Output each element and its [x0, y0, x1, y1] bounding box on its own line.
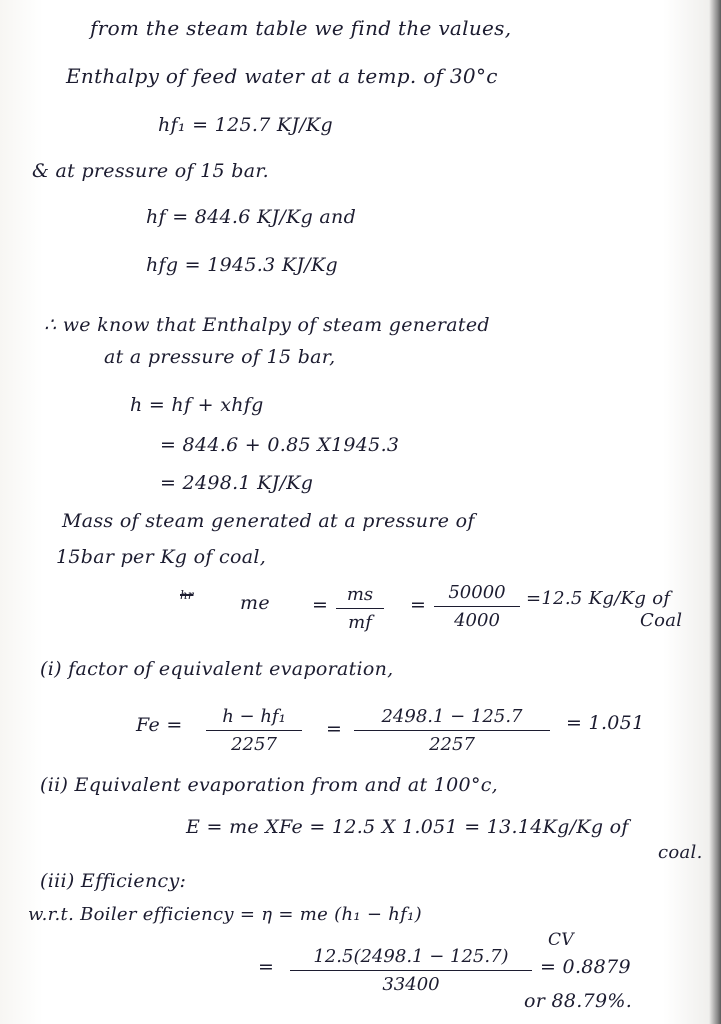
factor-fraction-symbolic [206, 706, 302, 755]
ms-numerator: ms [336, 584, 384, 609]
feed-water-line: Enthalpy of feed water at a temp. of 30°c [66, 64, 498, 88]
mass-intro-line: Mass of steam generated at a pressure of [62, 510, 475, 532]
equivalent-coal-unit: coal. [658, 842, 703, 863]
efficiency-numerator: 12.5(2498.1 − 125.7) [290, 946, 532, 971]
efficiency-result: = 0.8879 [540, 956, 631, 978]
mass-fraction-numerator: 50000 [434, 582, 520, 607]
equivalent-heading: (ii) Equivalent evaporation from and at 100°c, [40, 774, 499, 796]
factor-numerator-symbolic: h − hf₁ [206, 706, 302, 731]
efficiency-fraction [290, 946, 532, 995]
enthalpy-intro-line: ∴ we know that Enthalpy of steam generated [44, 314, 490, 336]
enthalpy-formula: h = hf + xhfg [130, 394, 264, 416]
factor-equals: = [326, 718, 343, 740]
efficiency-heading: (iii) Efficiency: [40, 870, 187, 892]
hf1-value: hf₁ = 125.7 KJ/Kg [158, 114, 333, 136]
efficiency-equals: = [258, 956, 275, 978]
mass-result-coal: Coal [640, 610, 683, 631]
crossed-out-word: hr [180, 588, 194, 602]
hfg-value: hfg = 1945.3 KJ/Kg [146, 254, 338, 276]
efficiency-formula: w.r.t. Boiler efficiency = η = me (h₁ − hf₁) [28, 904, 422, 925]
factor-denominator-symbolic: 2257 [231, 734, 277, 755]
factor-fraction-numeric [354, 706, 550, 755]
enthalpy-result: = 2498.1 KJ/Kg [160, 472, 314, 494]
factor-denominator-numeric: 2257 [429, 734, 475, 755]
page-shadow-edge [709, 0, 721, 1024]
efficiency-cv-denominator: CV [548, 930, 574, 950]
factor-result: = 1.051 [566, 712, 645, 734]
factor-heading: (i) factor of equivalent evaporation, [40, 658, 394, 680]
efficiency-percent: or 88.79%. [524, 990, 633, 1012]
factor-numerator-numeric: 2498.1 − 125.7 [354, 706, 550, 731]
mass-equals-1: = [312, 594, 329, 616]
efficiency-denominator: 33400 [382, 974, 440, 995]
mass-per-coal-line: 15bar per Kg of coal, [56, 546, 267, 568]
mass-equals-2: = [410, 594, 427, 616]
ms-over-mf-fraction [336, 584, 384, 633]
equivalent-formula: E = me XFe = 12.5 X 1.051 = 13.14Kg/Kg of [186, 816, 629, 838]
hf-value: hf = 844.6 KJ/Kg and [146, 206, 357, 228]
mass-result: =12.5 Kg/Kg of [526, 588, 671, 609]
me-symbol: me [240, 592, 270, 614]
pressure-line: & at pressure of 15 bar. [32, 160, 269, 182]
intro-line: from the steam table we find the values, [90, 16, 512, 40]
fe-label: Fe = [136, 714, 183, 736]
mf-denominator: mf [348, 612, 372, 633]
mass-fraction-denominator: 4000 [454, 610, 500, 631]
enthalpy-pressure-line: at a pressure of 15 bar, [104, 346, 336, 368]
mass-fraction [434, 582, 520, 631]
enthalpy-substitution: = 844.6 + 0.85 X1945.3 [160, 434, 400, 456]
